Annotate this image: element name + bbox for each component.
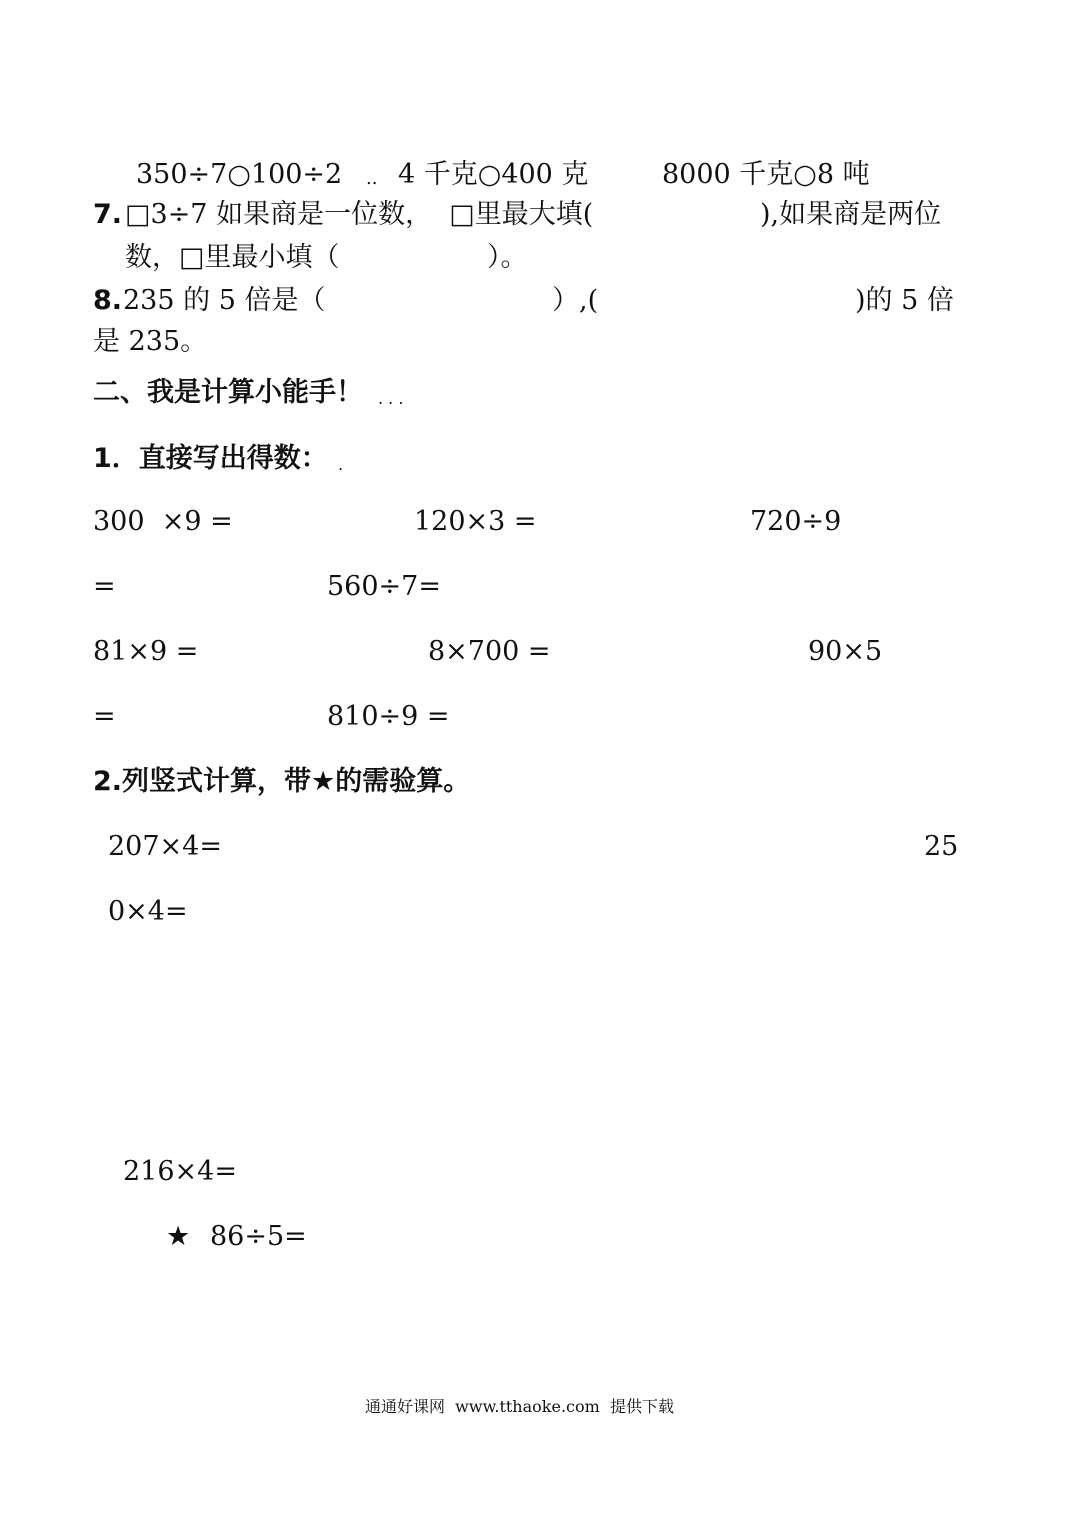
part-1-dot: . xyxy=(338,455,344,474)
vertical-calc-item: 86÷5= xyxy=(210,1221,307,1252)
calc-equals: = xyxy=(93,701,116,732)
calc-item: 90×5 xyxy=(808,636,883,667)
section-2-title: 二、我是计算小能手！ xyxy=(93,377,363,408)
compare-expr-1: 350÷7○100÷2 xyxy=(136,159,343,190)
page-footer: 通通好课网 www.tthaoke.com 提供下载 xyxy=(365,1397,674,1416)
vertical-calc-item: 216×4= xyxy=(123,1156,237,1187)
calc-item: 720÷9 xyxy=(750,506,842,537)
title-dots: . . . xyxy=(378,389,404,408)
q8-text-4: 是 235。 xyxy=(93,326,208,357)
calc-equals: = xyxy=(93,571,116,602)
dots-mark: .. xyxy=(366,168,378,189)
calc-item: 81×9 = xyxy=(93,636,199,667)
calc-item: 300 ×9 = xyxy=(93,506,233,537)
calc-item: 560÷7= xyxy=(327,571,441,602)
vertical-calc-item: 207×4= xyxy=(108,831,222,862)
q7-text-2: ),如果商是两位 xyxy=(760,199,942,230)
calc-item: 8×700 = xyxy=(428,636,551,667)
compare-expr-3: 8000 千克○8 吨 xyxy=(662,159,870,190)
vertical-calc-item: 0×4= xyxy=(108,896,188,927)
q8-text-3: )的 5 倍 xyxy=(855,285,954,316)
q7-text-1: □3÷7 如果商是一位数， □里最大填( xyxy=(125,199,594,230)
q8-text-2: ）,( xyxy=(552,285,599,316)
calc-item: 810÷9 = xyxy=(327,701,450,732)
calc-item: 120×3 = xyxy=(414,506,537,537)
part-1-title: 1．直接写出得数： xyxy=(93,443,328,474)
q7-text-3: 数，□里最小填（ xyxy=(125,242,340,273)
part-2-title: 2.列竖式计算，带★的需验算。 xyxy=(93,766,471,797)
star-icon: ★ xyxy=(166,1221,191,1252)
q7-number: 7. xyxy=(93,199,123,230)
compare-expr-2: 4 千克○400 克 xyxy=(398,159,589,190)
q8-text-1: 235 的 5 倍是（ xyxy=(123,285,326,316)
q7-text-4: ）。 xyxy=(487,242,528,273)
vertical-calc-fragment: 25 xyxy=(924,831,959,862)
q8-number: 8. xyxy=(93,285,123,316)
